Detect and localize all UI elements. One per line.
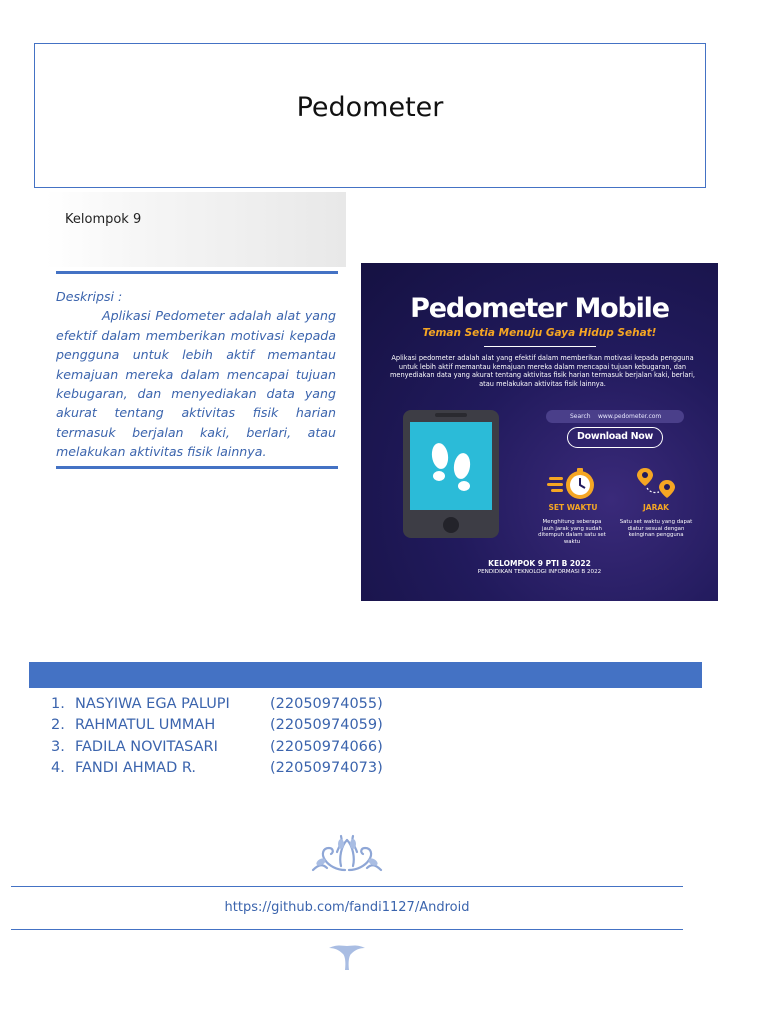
- feature-title-jarak: JARAK: [643, 503, 669, 512]
- poster-divider: [484, 346, 596, 347]
- phone-speaker: [435, 413, 467, 417]
- list-item: [51, 715, 411, 736]
- member-name: RAHMATUL UMMAH: [75, 717, 216, 734]
- list-item: [51, 694, 411, 715]
- fleur-ornament-icon: [325, 942, 369, 972]
- description-top-rule: [56, 271, 338, 274]
- title-box: [34, 43, 706, 188]
- distance-pin-icon: [637, 466, 677, 502]
- member-id: (22050974059): [270, 717, 383, 734]
- member-id: (22050974055): [270, 696, 383, 712]
- member-number: 1.: [51, 696, 65, 712]
- github-link[interactable]: https://github.com/fandi1127/Android: [224, 900, 470, 915]
- poster-search-label: Search: [570, 413, 591, 420]
- footer-top-rule: [11, 886, 683, 887]
- poster-title: Pedometer Mobile: [410, 293, 669, 324]
- members-header-band: [29, 662, 702, 688]
- member-number: 2.: [51, 717, 65, 734]
- page-title: Pedometer: [296, 92, 444, 123]
- poster-image: [361, 263, 718, 601]
- floral-ornament-icon: [307, 832, 387, 876]
- footer-bottom-rule: [11, 929, 683, 930]
- description-bottom-rule: [56, 466, 338, 469]
- phone-home-button: [443, 517, 459, 533]
- member-name: FADILA NOVITASARI: [75, 738, 218, 755]
- poster-body: Aplikasi pedometer adalah alat yang efektif dalam memberikan motivasi kepada pengguna untuk lebih aktif memantau kemajuan mereka dalam mencapai tujuan kebugaran, dan menyediakan data yang akurat tentang aktivitas fisik harian termasuk berjalan kaki, berlari, atau melakukan aktivitas fisik lainnya.: [389, 354, 696, 388]
- stopwatch-icon: [547, 468, 599, 500]
- description-label: Deskripsi :: [56, 289, 123, 304]
- phone-illustration: [403, 410, 499, 538]
- list-item: [51, 758, 411, 779]
- feature-title-set-waktu: SET WAKTU: [548, 503, 598, 512]
- member-name: FANDI AHMAD R.: [75, 759, 197, 776]
- member-name: NASYIWA EGA PALUPI: [75, 696, 230, 712]
- poster-search-url: www.pedometer.com: [598, 413, 662, 420]
- member-id: (22050974066): [270, 738, 383, 755]
- group-box: [46, 192, 346, 267]
- poster-download-button: Download Now: [567, 427, 663, 448]
- description-text: Aplikasi Pedometer adalah alat yang efektif dalam memberikan motivasi kepada pengguna untuk lebih aktif memantau kemajuan mereka dalam mencapai tujuan kebugaran, dan menyediakan data yang akurat tentang aktivitas fisik harian termasuk berjalan kaki, berlari, atau melakukan aktivitas fisik lainnya.: [56, 308, 336, 460]
- feature-desc-set-waktu: Menghitung seberapa jauh jarak yang sudah ditempuh dalam satu set waktu: [538, 519, 606, 545]
- group-label: Kelompok 9: [65, 212, 142, 227]
- member-number: 4.: [51, 759, 65, 776]
- footprints-icon: [410, 422, 492, 510]
- feature-desc-jarak: Satu set waktu yang dapat diatur sesuai dengan keinginan pengguna: [619, 519, 693, 539]
- poster-search-bar: [546, 410, 684, 423]
- phone-screen: [410, 422, 492, 510]
- member-id: (22050974073): [270, 759, 383, 776]
- description-block: [56, 287, 336, 462]
- poster-subtitle: Teman Setia Menuju Gaya Hidup Sehat!: [422, 327, 657, 339]
- members-list: [51, 694, 411, 779]
- list-item: [51, 737, 411, 758]
- poster-footer-program: PENDIDIKAN TEKNOLOGI INFORMASI B 2022: [477, 569, 602, 575]
- member-number: 3.: [51, 738, 65, 755]
- poster-footer-group: KELOMPOK 9 PTI B 2022: [488, 559, 591, 568]
